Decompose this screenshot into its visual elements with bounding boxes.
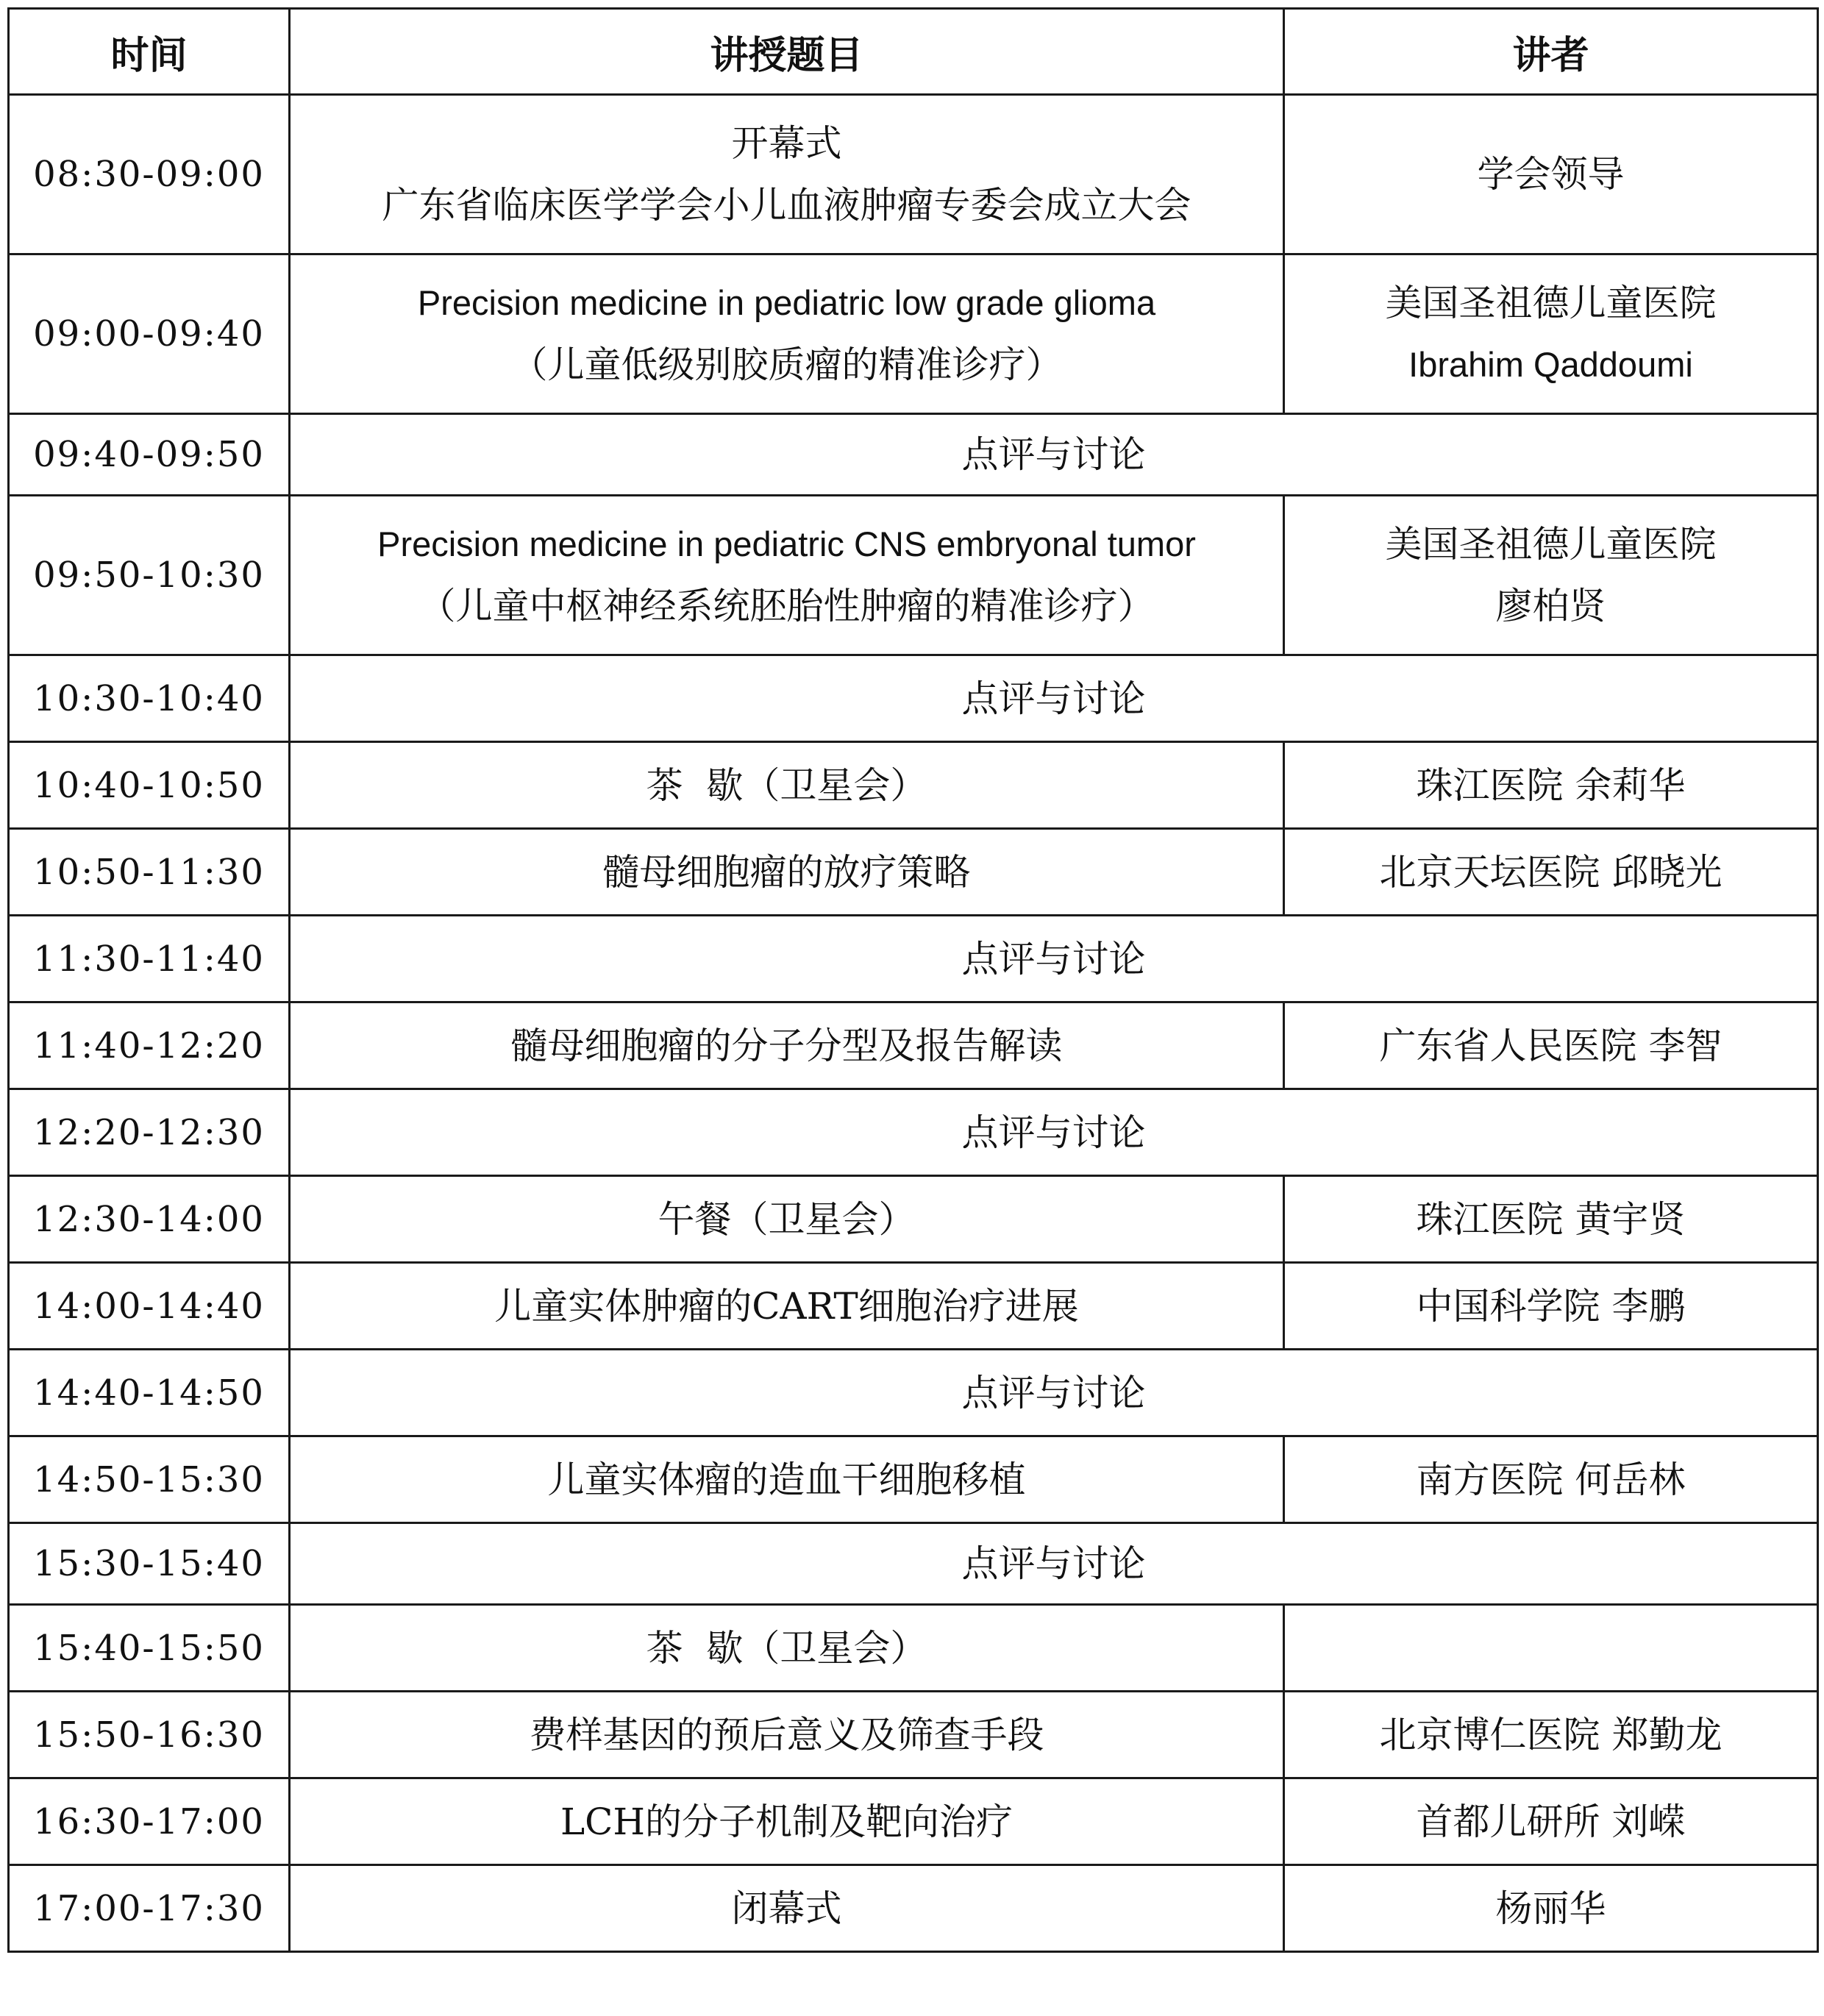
time-cell: 11:40-12:20 (9, 1002, 290, 1089)
speaker-cell: 学会领导 (1284, 95, 1818, 254)
topic-cell (290, 496, 1284, 655)
table-row (9, 1089, 1818, 1176)
speaker-institution: 美国圣祖德儿童医院 (1385, 523, 1717, 566)
header-row (9, 9, 1818, 95)
table-row (9, 414, 1818, 496)
time-cell: 15:30-15:40 (9, 1523, 290, 1605)
time-cell: 14:40-14:50 (9, 1350, 290, 1436)
time-cell: 15:40-15:50 (9, 1605, 290, 1692)
topic-title: Precision medicine in pediatric CNS embryonal tumor (377, 524, 1196, 563)
topic-subtitle: 广东省临床医学学会小儿血液肿瘤专委会成立大会 (382, 184, 1191, 227)
speaker-cell: 北京天坛医院 邱晓光 (1284, 829, 1818, 916)
time-cell: 09:00-09:40 (9, 254, 290, 414)
topic-subtitle: （儿童低级别胶质瘤的精准诊疗） (510, 343, 1063, 386)
speaker-institution: 美国圣祖德儿童医院 (1385, 282, 1717, 324)
speaker-cell: 珠江医院 余莉华 (1284, 742, 1818, 829)
time-cell: 16:30-17:00 (9, 1778, 290, 1865)
speaker-cell (1284, 496, 1818, 655)
time-cell: 10:30-10:40 (9, 655, 290, 742)
time-cell: 15:50-16:30 (9, 1692, 290, 1778)
topic-title: Precision medicine in pediatric low grade glioma (417, 283, 1156, 322)
table-row (9, 1436, 1818, 1523)
speaker-cell: 中国科学院 李鹏 (1284, 1263, 1818, 1350)
table-row (9, 1865, 1818, 1952)
discussion-cell: 点评与讨论 (290, 414, 1818, 496)
topic-cell: 髓母细胞瘤的放疗策略 (290, 829, 1284, 916)
table-row (9, 254, 1818, 414)
discussion-cell: 点评与讨论 (290, 1089, 1818, 1176)
table-row (9, 1692, 1818, 1778)
discussion-cell: 点评与讨论 (290, 1350, 1818, 1436)
time-cell: 08:30-09:00 (9, 95, 290, 254)
speaker-cell: 北京博仁医院 郑勤龙 (1284, 1692, 1818, 1778)
time-cell: 11:30-11:40 (9, 916, 290, 1002)
time-cell: 14:50-15:30 (9, 1436, 290, 1523)
header-topic: 讲授题目 (290, 9, 1284, 95)
topic-title: 开幕式 (731, 122, 842, 165)
header-speaker: 讲者 (1284, 9, 1818, 95)
discussion-cell: 点评与讨论 (290, 655, 1818, 742)
time-cell: 12:20-12:30 (9, 1089, 290, 1176)
topic-cell (290, 95, 1284, 254)
time-cell: 10:50-11:30 (9, 829, 290, 916)
time-cell: 10:40-10:50 (9, 742, 290, 829)
speaker-cell: 南方医院 何岳林 (1284, 1436, 1818, 1523)
speaker-cell (1284, 254, 1818, 414)
time-cell: 12:30-14:00 (9, 1176, 290, 1263)
speaker-cell: 广东省人民医院 李智 (1284, 1002, 1818, 1089)
topic-cell: 髓母细胞瘤的分子分型及报告解读 (290, 1002, 1284, 1089)
topic-cell: 儿童实体瘤的造血干细胞移植 (290, 1436, 1284, 1523)
topic-cell: 茶 歇（卫星会） (290, 742, 1284, 829)
time-cell: 17:00-17:30 (9, 1865, 290, 1952)
topic-cell (290, 254, 1284, 414)
table-row (9, 1523, 1818, 1605)
discussion-cell: 点评与讨论 (290, 916, 1818, 1002)
topic-cell: 儿童实体肿瘤的CART细胞治疗进展 (290, 1263, 1284, 1350)
topic-cell: 费样基因的预后意义及筛查手段 (290, 1692, 1284, 1778)
topic-cell: LCH的分子机制及靶向治疗 (290, 1778, 1284, 1865)
discussion-cell: 点评与讨论 (290, 1523, 1818, 1605)
table-row (9, 829, 1818, 916)
table-row (9, 1263, 1818, 1350)
table-row (9, 1002, 1818, 1089)
table-row (9, 1350, 1818, 1436)
header-time: 时间 (9, 9, 290, 95)
topic-cell: 午餐（卫星会） (290, 1176, 1284, 1263)
speaker-name: 廖柏贤 (1495, 585, 1606, 627)
speaker-cell: 首都儿研所 刘嵘 (1284, 1778, 1818, 1865)
time-cell: 09:50-10:30 (9, 496, 290, 655)
speaker-cell: 珠江医院 黄宇贤 (1284, 1176, 1818, 1263)
table-row (9, 655, 1818, 742)
table-row (9, 742, 1818, 829)
table-row (9, 95, 1818, 254)
table-row (9, 916, 1818, 1002)
topic-subtitle: （儿童中枢神经系统胚胎性肿瘤的精准诊疗） (418, 585, 1155, 627)
time-cell: 09:40-09:50 (9, 414, 290, 496)
topic-cell: 茶 歇（卫星会） (290, 1605, 1284, 1692)
time-cell: 14:00-14:40 (9, 1263, 290, 1350)
speaker-name: Ibrahim Qaddoumi (1408, 345, 1693, 384)
table-row (9, 1176, 1818, 1263)
speaker-cell: 杨丽华 (1284, 1865, 1818, 1952)
table-row (9, 1778, 1818, 1865)
table-row (9, 496, 1818, 655)
topic-cell: 闭幕式 (290, 1865, 1284, 1952)
speaker-cell (1284, 1605, 1818, 1692)
table-row (9, 1605, 1818, 1692)
schedule-table (7, 7, 1819, 1953)
